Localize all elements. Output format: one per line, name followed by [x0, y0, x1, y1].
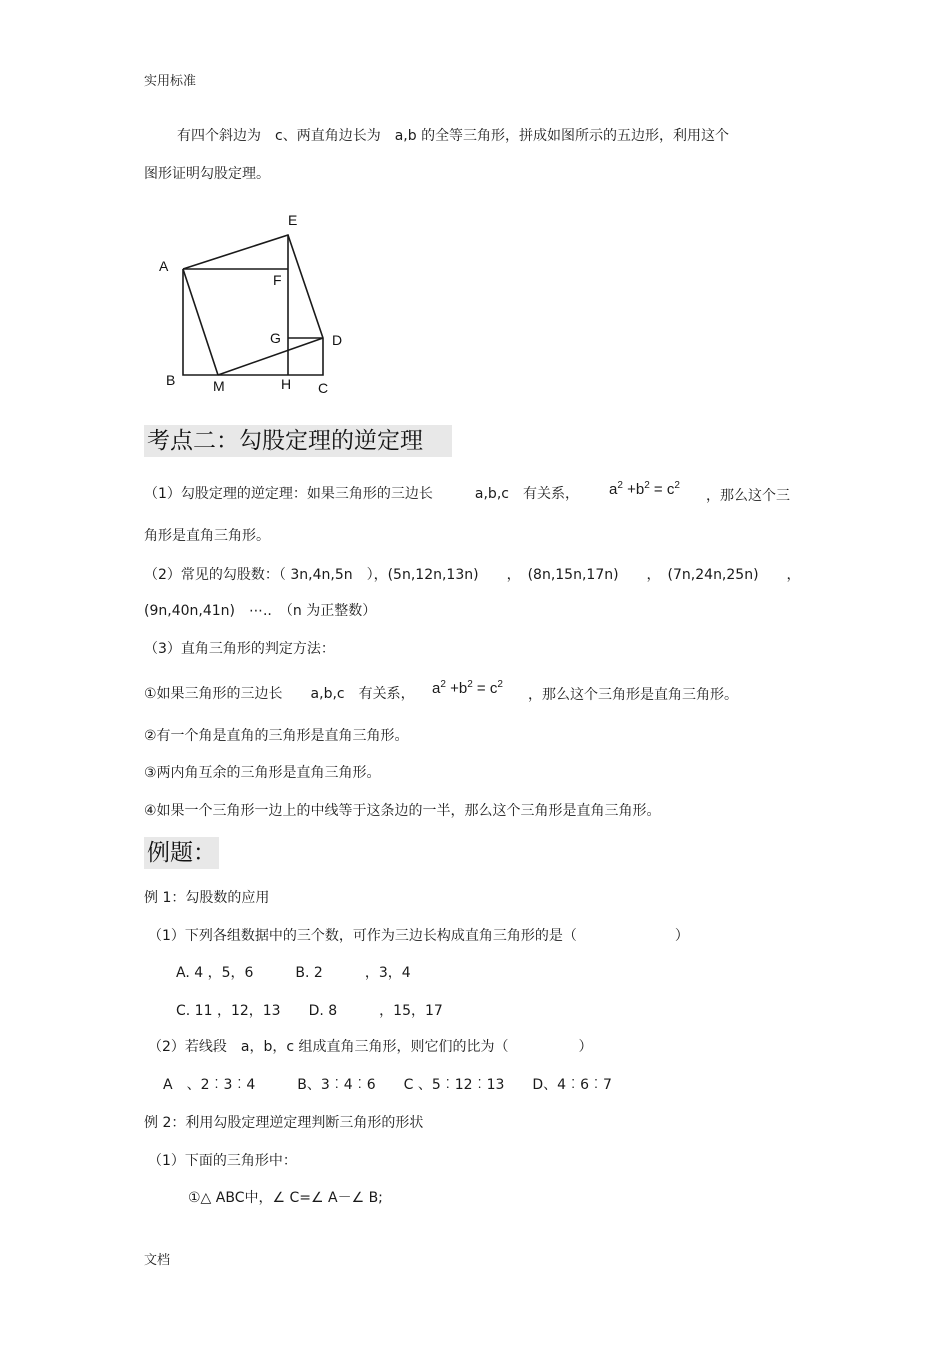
label-h: H — [281, 376, 292, 392]
criterion-1-formula: $a^2 +b^2 = c^2$ — [432, 679, 503, 697]
example-1-question-2: （2）若线段 a，b，c 组成直角三角形，则它们的比为（ ） — [148, 1039, 593, 1055]
label-d: D — [332, 332, 343, 348]
criterion-1-tail: ，那么这个三角形是直角三角形。 — [528, 687, 738, 703]
example-1-options-cd: C. 11 ，12，13 D. 8 ，15，17 — [176, 1003, 443, 1019]
example-2-item-1: ①△ ABC中，∠ C=∠ A－∠ B; — [188, 1190, 383, 1206]
page-header: 实用标准 — [144, 74, 197, 89]
converse-p1-tail: ，那么这个三 — [706, 488, 790, 504]
pythagorean-triples: （2）常见的勾股数：（ 3n,4n,5n ），(5n,12n,13n) ， (8n,15n,17n) ， (7n,24n,25n) ， — [144, 567, 801, 583]
intro-line-2: 图形证明勾股定理。 — [144, 166, 270, 182]
section-heading-examples: 例题： — [144, 837, 219, 869]
example-1-question-1: （1）下列各组数据中的三个数，可作为三边长构成直角三角形的是（ ） — [148, 928, 689, 944]
label-a: A — [159, 258, 169, 274]
criteria-heading: （3）直角三角形的判定方法： — [144, 641, 335, 657]
converse-p1-line2: 角形是直角三角形。 — [144, 528, 270, 544]
criterion-3: ③两内角互余的三角形是直角三角形。 — [144, 765, 381, 781]
page-footer: 文档 — [144, 1253, 171, 1268]
label-m: M — [213, 378, 225, 394]
pentagon-figure — [150, 205, 360, 400]
label-f: F — [273, 272, 282, 288]
example-1-options-ab: A. 4 ，5，6 B. 2 ，3，4 — [176, 965, 411, 981]
criterion-4: ④如果一个三角形一边上的中线等于这条边的一半，那么这个三角形是直角三角形。 — [144, 803, 661, 819]
example-1-question-2-options: A 、2︰3︰4 B、3︰4︰6 C 、5︰12︰13 D、4︰6︰7 — [163, 1077, 612, 1093]
pythagorean-triples-line2: (9n,40n,41n) ⋯.. （n 为正整数） — [144, 603, 377, 619]
section-heading-converse: 考点二：勾股定理的逆定理 — [144, 425, 452, 457]
example-1-title: 例 1：勾股数的应用 — [144, 890, 270, 906]
label-b: B — [166, 372, 176, 388]
converse-p1-text: （1）勾股定理的逆定理：如果三角形的三边长 a,b,c 有关系， — [144, 486, 579, 502]
converse-p1-formula: $a^2 +b^2 = c^2$ — [609, 480, 680, 498]
pentagon-outline — [183, 235, 323, 375]
example-2-title: 例 2：利用勾股定理逆定理判断三角形的形状 — [144, 1115, 424, 1131]
criterion-1-text: ①如果三角形的三边长 a,b,c 有关系， — [144, 686, 415, 702]
example-2-question-1: （1）下面的三角形中： — [148, 1153, 297, 1169]
segment-am — [183, 269, 218, 375]
intro-line-1: 有四个斜边为 c、两直角边长为 a,b 的全等三角形，拼成如图所示的五边形，利用这个 — [177, 128, 730, 144]
criterion-2: ②有一个角是直角的三角形是直角三角形。 — [144, 728, 409, 744]
label-c: C — [318, 380, 329, 396]
label-e: E — [288, 212, 298, 228]
label-g: G — [270, 330, 281, 346]
